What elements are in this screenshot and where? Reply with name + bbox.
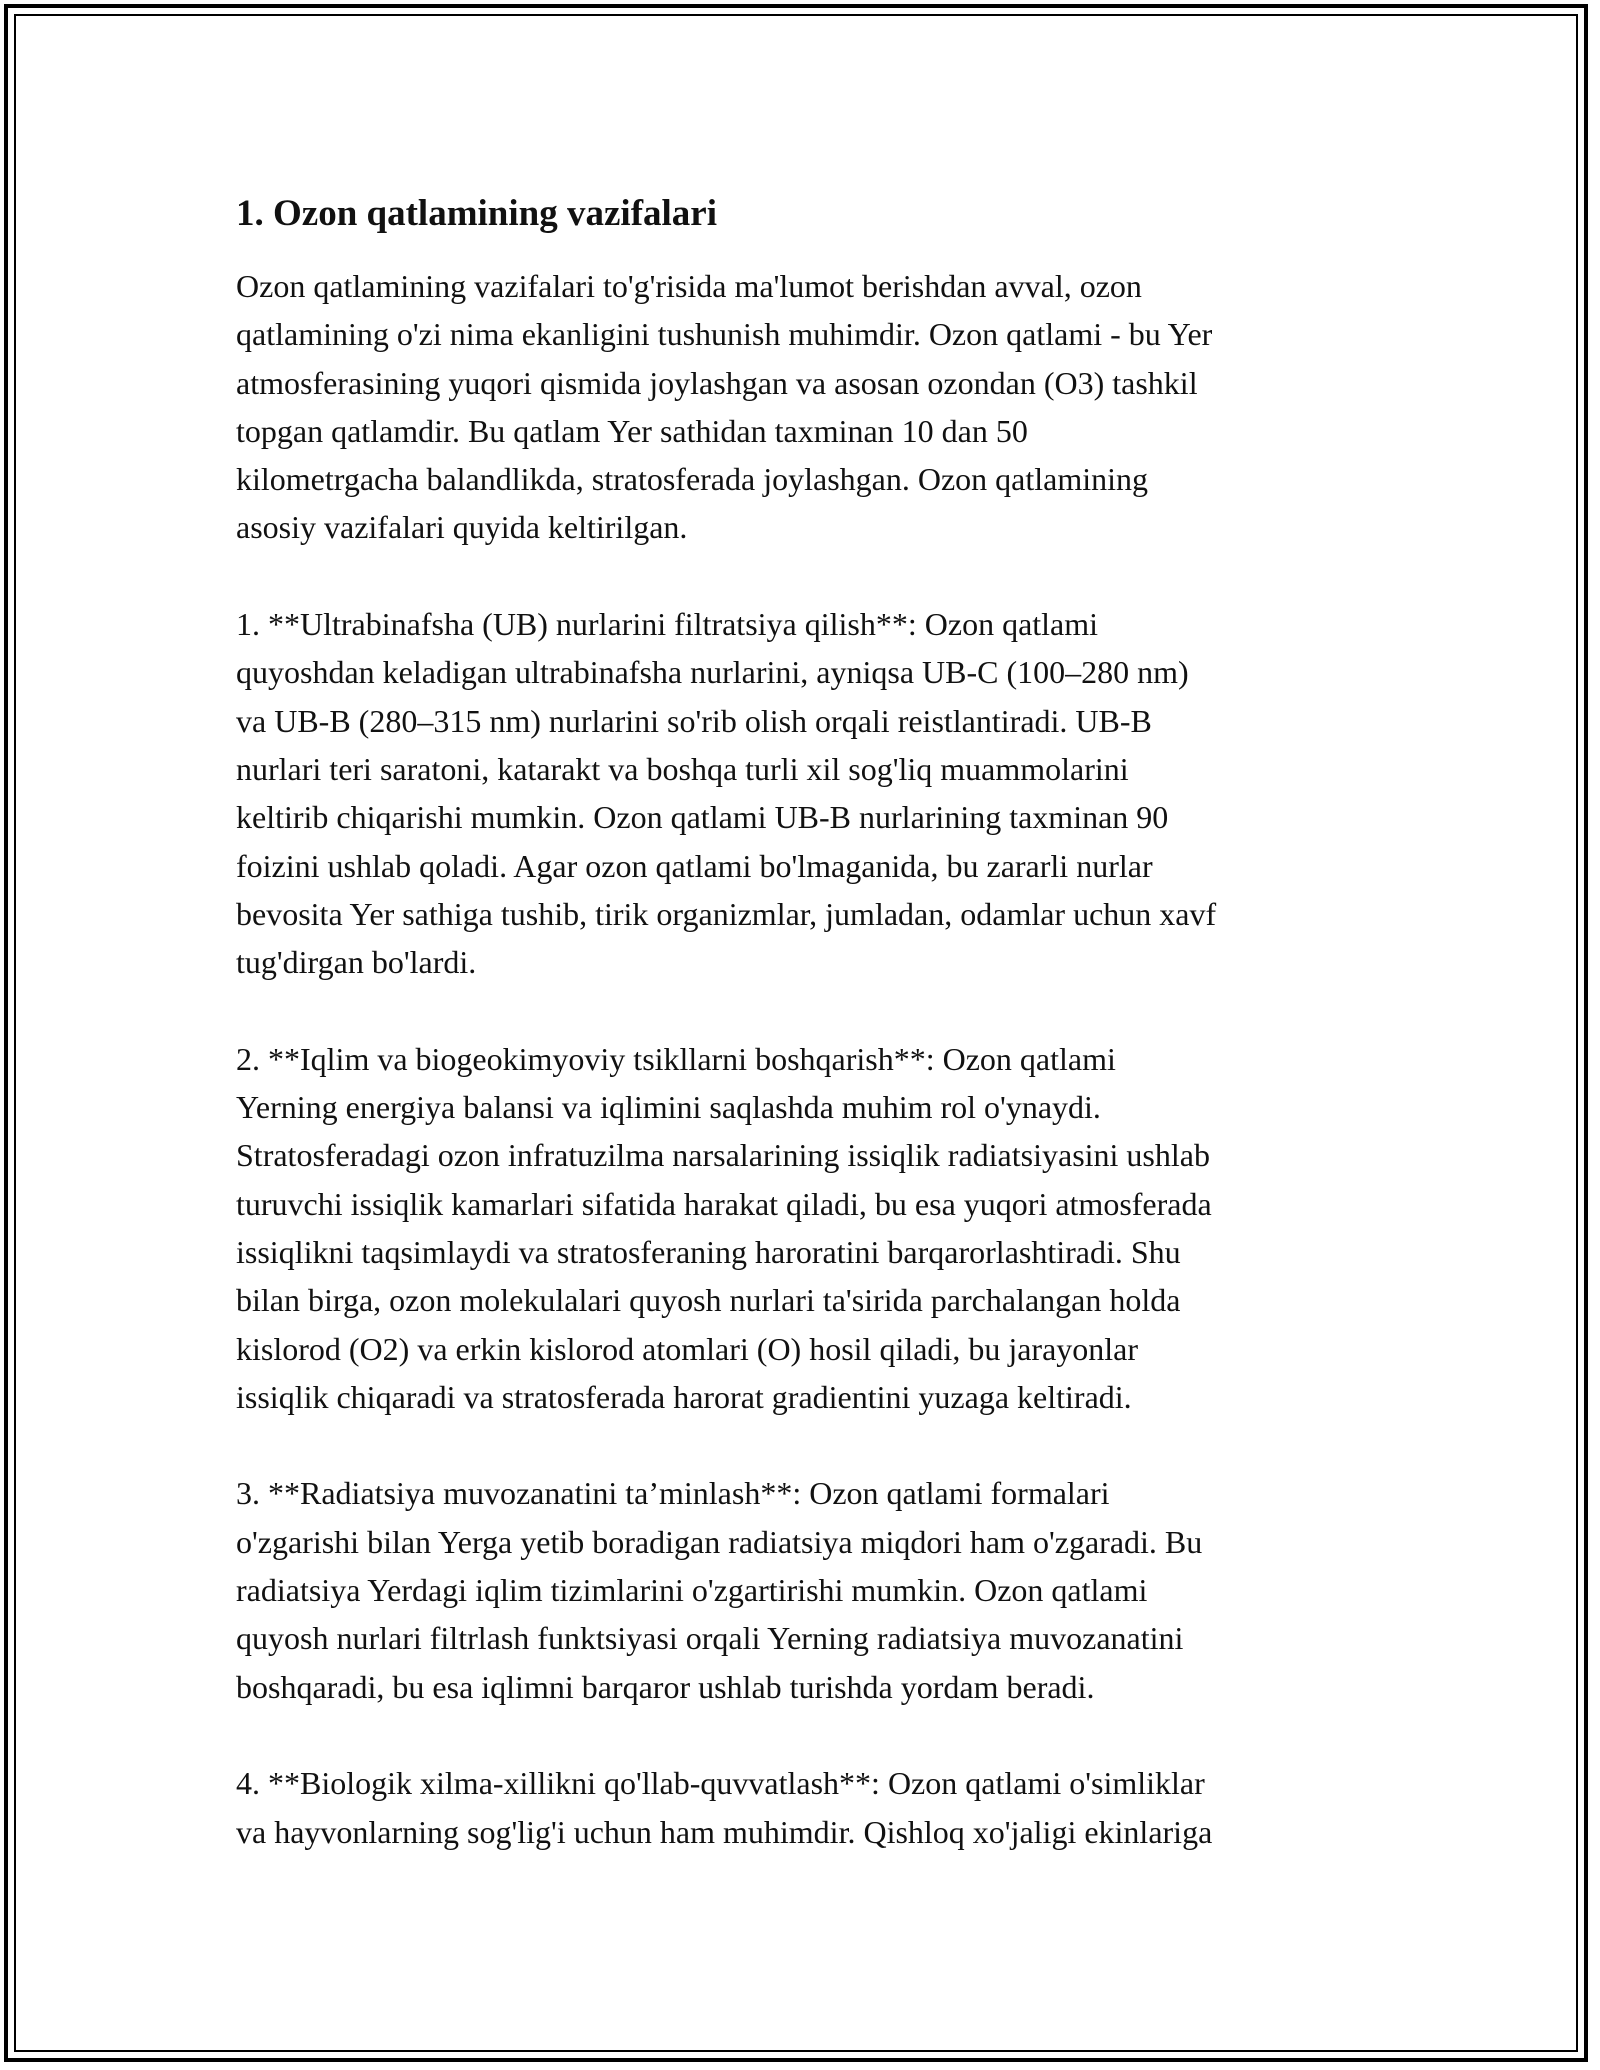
text-line: issiqlik chiqaradi va stratosferada harorat gradientini yuzaga keltiradi. [236,1378,1132,1415]
text-line: o'zgarishi bilan Yerga yetib boradigan radiatsiya miqdori ham o'zgaradi. Bu [236,1523,1203,1560]
text-line: kilometrgacha balandlikda, stratosferada joylashgan. Ozon qatlamining [236,461,1149,498]
document-body [236,186,1366,1904]
text-line: nurlari teri saratoni, katarakt va boshqa turli xil sog'liq muammolarini [236,750,1129,787]
text-line: Yerning energiya balansi va iqlimini saqlashda muhim rol o'ynaydi. [236,1089,1101,1126]
text-line: asosiy vazifalari quyida keltirilgan. [236,509,688,546]
text-line: 4. **Biologik xilma-xillikni qo'llab-quvvatlash**: Ozon qatlami o'simliklar [236,1765,1205,1802]
text-line: boshqaradi, bu esa iqlimni barqaror ushlab turishda yordam beradi. [236,1668,1095,1705]
text-line: quyoshdan keladigan ultrabinafsha nurlarini, ayniqsa UB-C (100–280 nm) [236,654,1189,691]
text-line: topgan qatlamdir. Bu qatlam Yer sathidan taxminan 10 dan 50 [236,412,1028,449]
list-item-radiation-balance [236,1469,1366,1710]
text-line: radiatsiya Yerdagi iqlim tizimlarini o'zgartirishi mumkin. Ozon qatlami [236,1572,1148,1609]
text-line: 2. **Iqlim va biogeokimyoviy tsikllarni boshqarish**: Ozon qatlami [236,1040,1116,1077]
text-line: qatlamining o'zi nima ekanligini tushunish muhimdir. Ozon qatlami - bu Yer [236,316,1213,353]
text-line: tug'dirgan bo'lardi. [236,944,477,981]
intro-paragraph [236,262,1366,552]
text-line: va UB-B (280–315 nm) nurlarini so'rib olish orqali reistlantiradi. UB-B [236,702,1152,739]
text-line: quyosh nurlari filtrlash funktsiyasi orqali Yerning radiatsiya muvozanatini [236,1620,1184,1657]
text-line: kislorod (O2) va erkin kislorod atomlari (O) hosil qiladi, bu jarayonlar [236,1330,1139,1367]
list-item-uv-filtration [236,600,1366,986]
list-item-climate-regulation [236,1035,1366,1421]
text-line: issiqlikni taqsimlaydi va stratosferaning haroratini barqarorlashtiradi. Shu [236,1233,1181,1270]
section-title: 1. Ozon qatlamining vazifalari [236,193,717,234]
text-line: Stratosferadagi ozon infratuzilma narsalarining issiqlik radiatsiyasini ushlab [236,1137,1210,1174]
text-line: bilan birga, ozon molekulalari quyosh nurlari ta'sirida parchalangan holda [236,1282,1181,1319]
text-line: Ozon qatlamining vazifalari to'g'risida ma'lumot berishdan avval, ozon [236,268,1142,304]
text-line: foizini ushlab qoladi. Agar ozon qatlami bo'lmaganida, bu zararli nurlar [236,847,1153,884]
text-line: 1. **Ultrabinafsha (UB) nurlarini filtratsiya qilish**: Ozon qatlami [236,606,1099,643]
text-line: turuvchi issiqlik kamarlari sifatida harakat qiladi, bu esa yuqori atmosferada [236,1185,1212,1222]
text-line: keltirib chiqarishi mumkin. Ozon qatlami UB-B nurlarining taxminan 90 [236,799,1169,836]
list-item-biodiversity [236,1759,1366,1856]
text-line: va hayvonlarning sog'lig'i uchun ham muhimdir. Qishloq xo'jaligi ekinlariga [236,1813,1213,1850]
text-line: atmosferasining yuqori qismida joylashgan va asosan ozondan (O3) tashkil [236,364,1198,401]
text-line: 3. **Radiatsiya muvozanatini ta’minlash**: Ozon qatlami formalari [236,1475,1110,1512]
text-line: bevosita Yer sathiga tushib, tirik organizmlar, jumladan, odamlar uchun xavf [236,895,1217,932]
